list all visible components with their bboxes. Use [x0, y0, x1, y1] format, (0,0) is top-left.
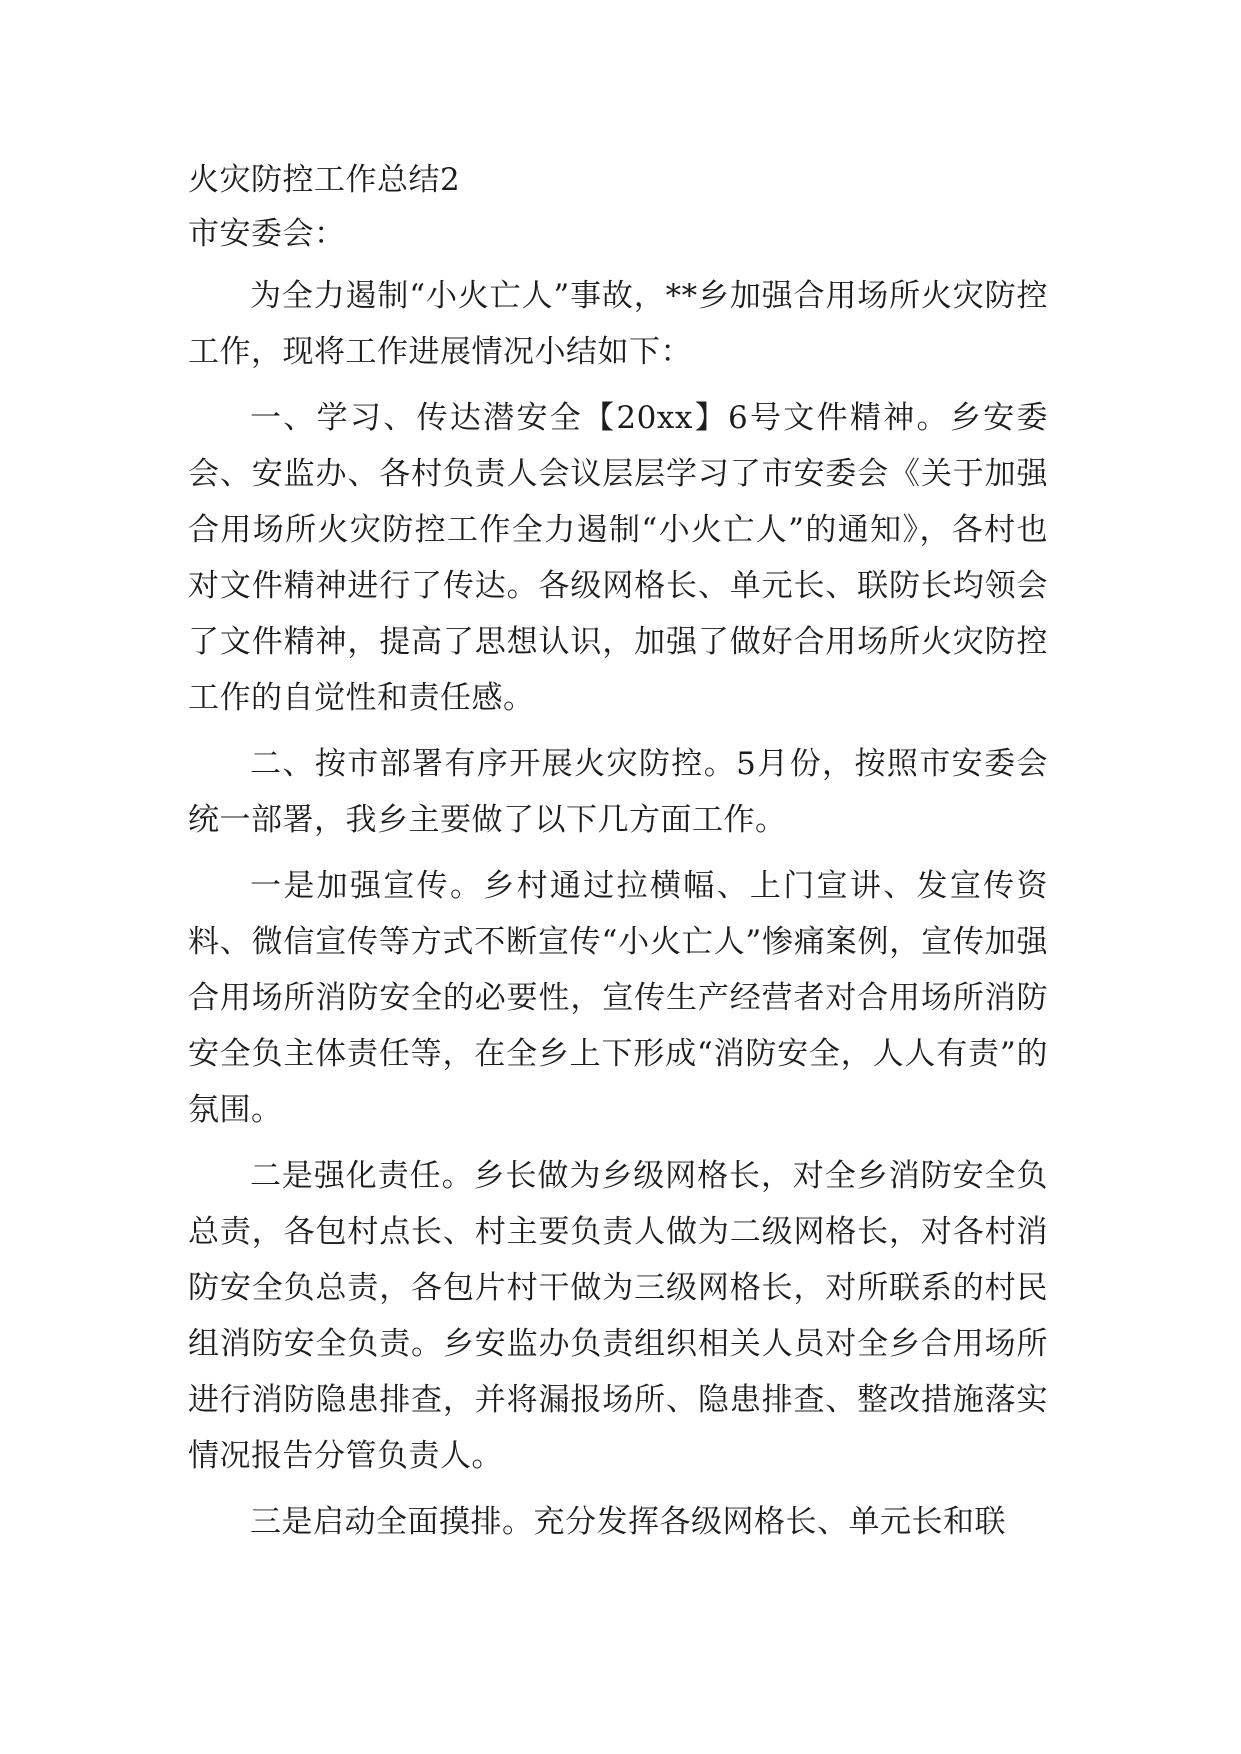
- paragraph-inspection: 三是启动全面摸排。充分发挥各级网格长、单元长和联: [250, 1504, 1006, 1540]
- paragraph-section-2: 二、按市部署有序开展火灾防控。5月份，按照市安委会统一部署，我乡主要做了以下几方面工作。: [188, 746, 1048, 838]
- salutation: 市安委会：: [188, 216, 346, 252]
- paragraph-section-1: 一、学习、传达潜安全【20xx】6号文件精神。乡安委会、安监办、各村负责人会议层层学习了市安委会《关于加强合用场所火灾防控工作全力遏制“小火亡人”的通知》，各村也对文件精神进行了传达。各级网格长、单元长、联防长均领会了文件精神，提高了思想认识，加强了做好合用场所火灾防控工作的自觉性和责任感。: [188, 400, 1048, 716]
- document-body: [188, 152, 1048, 1560]
- paragraph-intro: 为全力遏制“小火亡人”事故，**乡加强合用场所火灾防控工作，现将工作进展情况小结如下：: [188, 278, 1048, 370]
- paragraph-responsibility: 二是强化责任。乡长做为乡级网格长，对全乡消防安全负总责，各包村点长、村主要负责人做为二级网格长，对各村消防安全负总责，各包片村干做为三级网格长，对所联系的村民组消防安全负责。乡安监办负责组织相关人员对全乡合用场所进行消防隐患排查，并将漏报场所、隐患排查、整改措施落实情况报告分管负责人。: [188, 1158, 1048, 1474]
- document-title: 火灾防控工作总结2: [188, 162, 461, 198]
- paragraph-publicity: 一是加强宣传。乡村通过拉横幅、上门宣讲、发宣传资料、微信宣传等方式不断宣传“小火亡人”惨痛案例，宣传加强合用场所消防安全的必要性，宣传生产经营者对合用场所消防安全负主体责任等，在全乡上下形成“消防安全，人人有责”的氛围。: [188, 868, 1048, 1128]
